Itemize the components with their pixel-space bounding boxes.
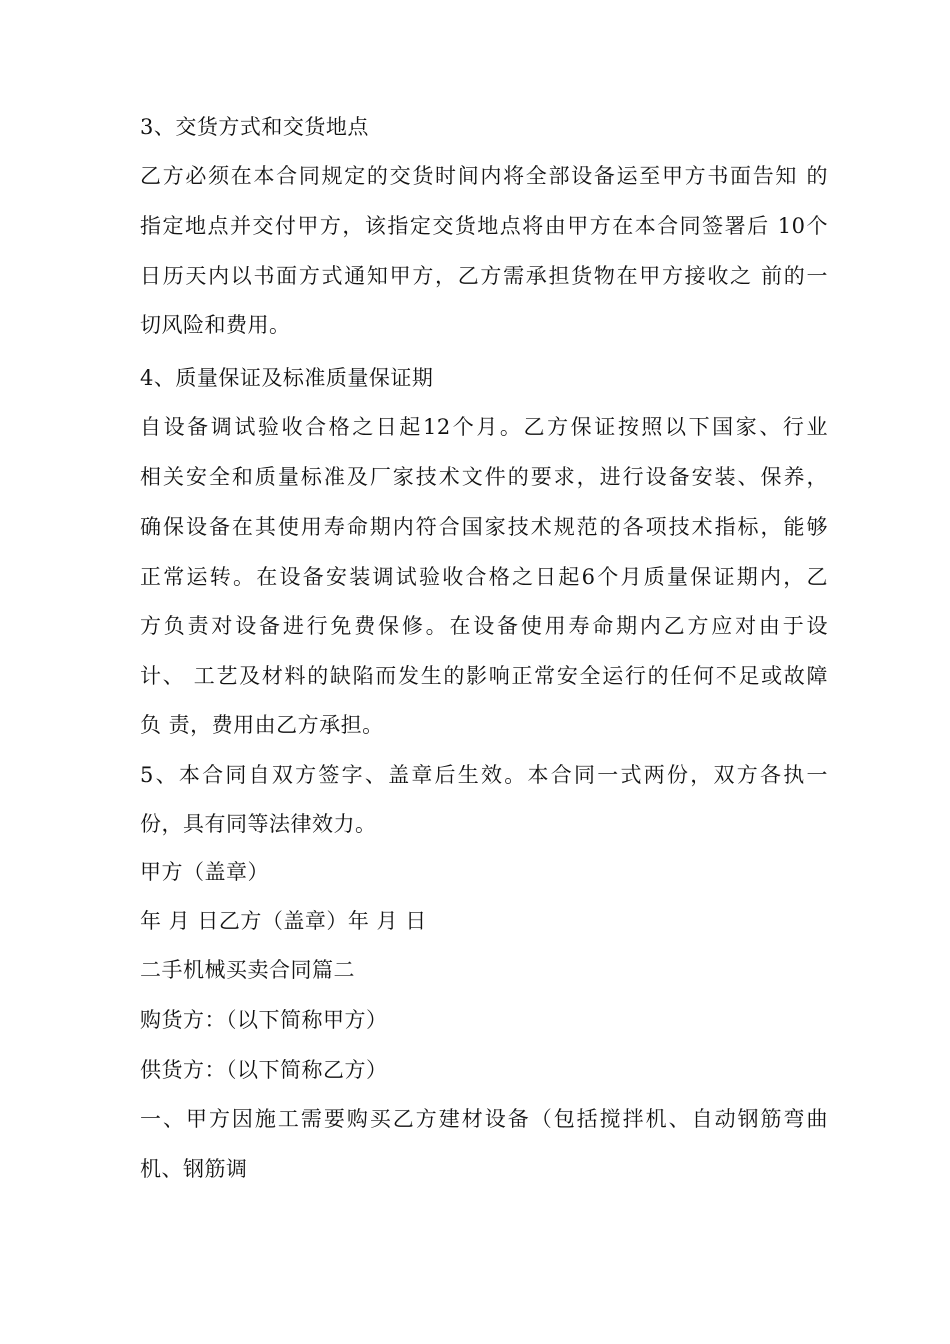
clause-one: 一、甲方因施工需要购买乙方建材设备（包括搅拌机、自动钢筋弯曲 (140, 1107, 828, 1131)
section-heading-delivery: 3、交货方式和交货地点 (140, 115, 369, 139)
paragraph-line: 方负责对设备进行免费保修。在设备使用寿命期内乙方应对由于设 (140, 614, 828, 638)
party-a-seal: 甲方（盖章） (140, 860, 269, 884)
clause-effective: 5、本合同自双方签字、盖章后生效。本合同一式两份，双方各执一 (140, 763, 828, 787)
section-heading-warranty: 4、质量保证及标准质量保证期 (140, 366, 434, 390)
paragraph-line: 日历天内以书面方式通知甲方，乙方需承担货物在甲方接收之 前的一 (140, 264, 828, 288)
paragraph-line: 正常运转。在设备安装调试验收合格之日起6个月质量保证期内，乙 (140, 565, 828, 589)
paragraph-line: 乙方必须在本合同规定的交货时间内将全部设备运至甲方书面告知 的 (140, 164, 828, 188)
paragraph-line: 计、 工艺及材料的缺陷而发生的影响正常安全运行的任何不足或故障 (140, 664, 828, 688)
paragraph-line: 指定地点并交付甲方，该指定交货地点将由甲方在本合同签署后 10个 (140, 214, 828, 238)
paragraph-line: 确保设备在其使用寿命期内符合国家技术规范的各项技术指标，能够 (140, 515, 828, 539)
contract-title-part-two: 二手机械买卖合同篇二 (140, 958, 355, 982)
paragraph-line: 相关安全和质量标准及厂家技术文件的要求，进行设备安装、保养， (140, 465, 828, 489)
supplier-line: 供货方：（以下简称乙方） (140, 1058, 388, 1082)
paragraph-line: 份，具有同等法律效力。 (140, 812, 377, 836)
paragraph-line: 切风险和费用。 (140, 313, 291, 337)
paragraph-line: 机、钢筋调 (140, 1157, 248, 1181)
signature-date-line: 年 月 日乙方（盖章）年 月 日 (140, 909, 427, 933)
buyer-line: 购货方：（以下简称甲方） (140, 1008, 388, 1032)
paragraph-line: 负 责，费用由乙方承担。 (140, 713, 384, 737)
paragraph-line: 自设备调试验收合格之日起12个月。乙方保证按照以下国家、行业 (140, 415, 828, 439)
